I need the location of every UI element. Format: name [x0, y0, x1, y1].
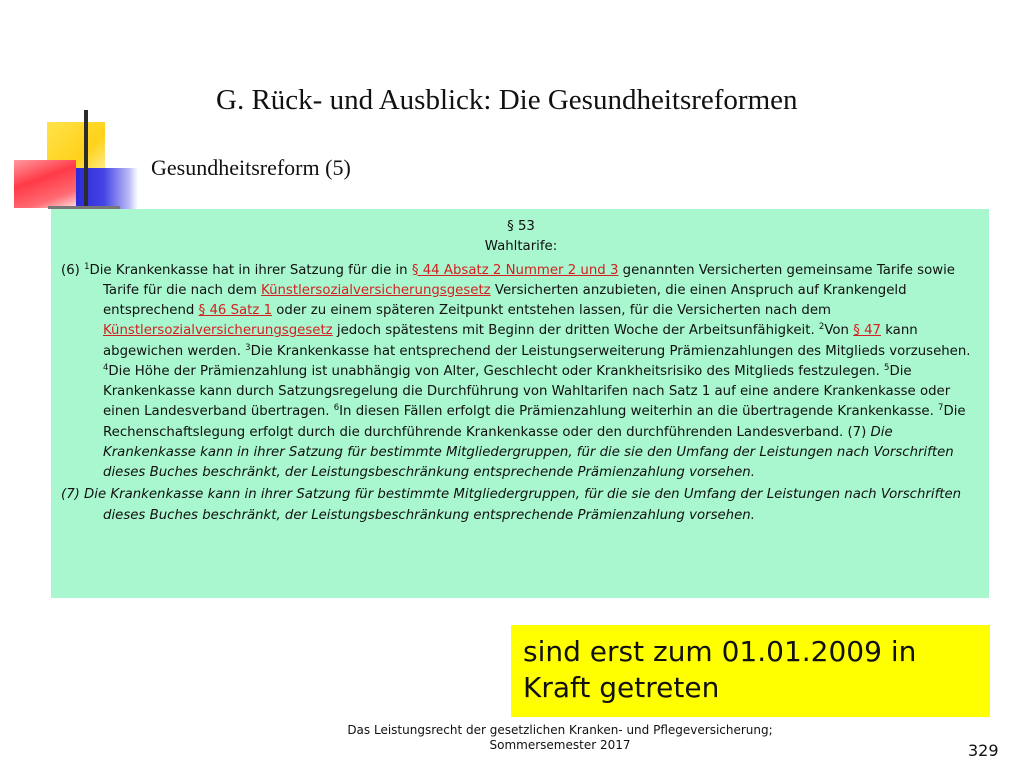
section-heading: Wahltarife:: [484, 239, 558, 255]
slide-footer: [300, 723, 820, 753]
law-text: Die Höhe der Prämienzahlung ist unabhängig von Alter, Geschlecht oder Krankheitsrisiko des Mitglieds festzulegen.: [108, 363, 885, 379]
law-text: kann abgewichen werden.: [103, 323, 918, 359]
law-text-italic: (7) Die Krankenkasse kann in ihrer Satzung für bestimmte Mitgliedergruppen, für die sie den Umfang der Leistungen nach Vorschriften dieses Buches beschränkt, der Leistungsbeschränkung entsprechende Prämienzahlung vorsehen.: [61, 487, 962, 523]
note-line-1: sind erst zum 01.01.2009 in: [523, 635, 917, 668]
logo-red-square: [14, 160, 76, 208]
reference-link[interactable]: § 44 Absatz 2 Nummer 2 und 3: [411, 262, 619, 278]
law-text: Von: [824, 323, 854, 339]
sentence-number: 1: [84, 261, 90, 272]
law-text: Die Krankenkasse kann durch Satzungsregelung die Durchführung von Wahltarifen nach Satz 1 auf eine andere Krankenkasse oder einen Landesverband übertragen.: [103, 363, 951, 420]
slide-subtitle: Gesundheitsreform (5): [151, 155, 351, 180]
logo-vertical-line: [84, 110, 88, 216]
law-text-box: [51, 209, 989, 598]
reference-link[interactable]: Künstlersozialversicherungsgesetz: [261, 282, 491, 298]
paragraph-6: [61, 261, 981, 484]
page-number: 329: [968, 741, 999, 760]
note-line-2: Kraft getreten: [523, 671, 720, 704]
law-text: In diesen Fällen erfolgt die Prämienzahlung weiterhin an die übertragende Krankenkasse.: [339, 404, 939, 420]
sentence-number: 3: [245, 342, 251, 353]
sentence-number: 7: [938, 403, 944, 414]
law-text: Die Rechenschaftslegung erfolgt durch die durchführende Krankenkasse oder den durchführenden Landesverband. (7): [103, 404, 966, 440]
law-text: Die Krankenkasse hat entsprechend der Leistungserweiterung Prämienzahlungen des Mitglieds vorzusehen.: [250, 343, 971, 359]
law-text: genannten Versicherten gemeinsame Tarife sowie Tarife für die nach dem: [103, 262, 955, 298]
footer-line-1: Das Leistungsrecht der gesetzlichen Kranken- und Pflegeversicherung;: [347, 723, 773, 737]
section-number: § 53: [507, 219, 535, 234]
reference-link[interactable]: Künstlersozialversicherungsgesetz: [103, 323, 333, 339]
law-text: oder zu einem späteren Zeitpunkt entstehen lassen, für die Versicherten nach dem: [272, 303, 831, 318]
paragraph-label: (6): [61, 262, 85, 278]
sentence-number: 5: [884, 362, 890, 373]
sentence-number: 6: [333, 403, 340, 414]
sentence-number: 2: [818, 322, 825, 333]
law-text: Die Krankenkasse hat in ihrer Satzung für die in: [89, 262, 412, 278]
reference-link[interactable]: § 47: [853, 323, 881, 339]
paragraph-7: [61, 485, 981, 526]
law-text: Versicherten anzubieten, die einen Anspruch auf Krankengeld entsprechend: [103, 282, 907, 318]
reference-link[interactable]: § 46 Satz 1: [198, 303, 273, 318]
law-text: jedoch spätestens mit Beginn der dritten Woche der Arbeitsunfähigkeit.: [332, 323, 819, 339]
sentence-number: 4: [103, 362, 109, 373]
effective-date-note: [511, 625, 990, 717]
law-text-italic: Die Krankenkasse kann in ihrer Satzung für bestimmte Mitgliedergruppen, für die sie den Umfang der Leistungen nach Vorschriften dieses Buches beschränkt, der Leistungsbeschränkung entsprechende Prämienzahlung vorsehen.: [103, 424, 954, 480]
slide-title: G. Rück- und Ausblick: Die Gesundheitsreformen: [216, 84, 798, 116]
footer-line-2: Sommersemester 2017: [489, 738, 631, 752]
